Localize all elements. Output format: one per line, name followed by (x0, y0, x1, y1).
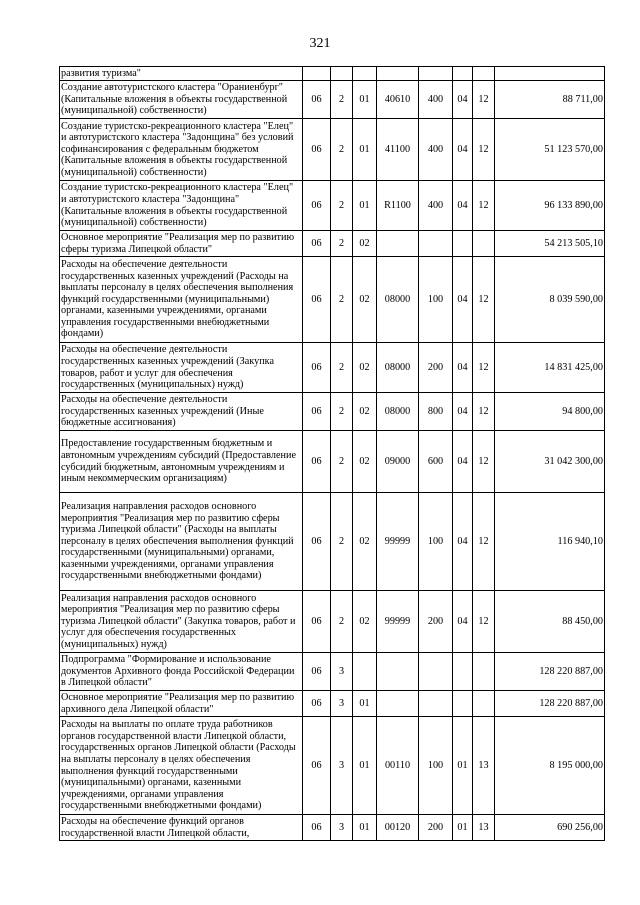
code-direction: 08000 (377, 343, 419, 393)
row-description: Создание автотуристского кластера "Ораниенбург" (Капитальные вложения в объекты государственной (муниципальной) собственности) (60, 81, 303, 119)
row-amount: 8 039 590,00 (495, 257, 605, 343)
code-expense-type: 100 (419, 493, 453, 591)
code-subprogram: 2 (331, 493, 353, 591)
table-row (60, 431, 605, 493)
table-row (60, 257, 605, 343)
code-measure: 02 (353, 431, 377, 493)
row-description: Основное мероприятие "Реализация мер по развитию архивного дела Липецкой области" (60, 691, 303, 717)
code-measure: 02 (353, 493, 377, 591)
table-row (60, 81, 605, 119)
code-expense-type (419, 67, 453, 81)
code-ministry: 06 (303, 181, 331, 231)
row-amount: 128 220 887,00 (495, 653, 605, 691)
code-direction (377, 67, 419, 81)
row-amount: 116 940,10 (495, 493, 605, 591)
row-amount: 8 195 000,00 (495, 717, 605, 815)
row-description: Расходы на обеспечение функций органов государственной власти Липецкой области, (60, 815, 303, 841)
row-description: Подпрограмма "Формирование и использование документов Архивного фонда Российской Федерации в Липецкой области" (60, 653, 303, 691)
code-section (453, 231, 473, 257)
code-direction (377, 653, 419, 691)
code-subprogram: 3 (331, 815, 353, 841)
code-section: 04 (453, 393, 473, 431)
code-ministry: 06 (303, 653, 331, 691)
code-ministry: 06 (303, 691, 331, 717)
code-direction: 08000 (377, 393, 419, 431)
code-section (453, 691, 473, 717)
code-ministry: 06 (303, 119, 331, 181)
code-subsection: 12 (473, 257, 495, 343)
row-description: Реализация направления расходов основного мероприятия "Реализация мер по развитию сферы туризма Липецкой области" (Закупка товаров, работ и услуг для обеспечения государственных (муниципальных) нужд) (60, 591, 303, 653)
code-subprogram: 2 (331, 591, 353, 653)
code-subprogram: 2 (331, 343, 353, 393)
table-row (60, 181, 605, 231)
code-section: 04 (453, 591, 473, 653)
code-subprogram: 2 (331, 81, 353, 119)
code-measure: 01 (353, 815, 377, 841)
code-section (453, 67, 473, 81)
code-expense-type: 200 (419, 815, 453, 841)
code-subprogram: 2 (331, 181, 353, 231)
table-row (60, 493, 605, 591)
code-subprogram: 2 (331, 393, 353, 431)
table-row (60, 119, 605, 181)
code-direction: 41100 (377, 119, 419, 181)
code-direction: R1100 (377, 181, 419, 231)
code-measure: 01 (353, 181, 377, 231)
code-subsection: 12 (473, 493, 495, 591)
row-description: Предоставление государственным бюджетным и автономным учреждениям субсидий (Предоставление субсидий бюджетным, автономным учреждениям и иным некоммерческим организациям) (60, 431, 303, 493)
code-measure: 01 (353, 717, 377, 815)
row-amount: 96 133 890,00 (495, 181, 605, 231)
row-description: Реализация направления расходов основного мероприятия "Реализация мер по развитию сферы туризма Липецкой области" (Расходы на выплаты персоналу в целях обеспечения выполнения функций государственными (муниципальными) органами, казенными учреждениями, органами управления государственными внебюджетными фондами) (60, 493, 303, 591)
code-direction: 08000 (377, 257, 419, 343)
code-section: 04 (453, 431, 473, 493)
code-direction: 09000 (377, 431, 419, 493)
table-row (60, 815, 605, 841)
code-section: 04 (453, 181, 473, 231)
code-subsection: 12 (473, 181, 495, 231)
code-section (453, 653, 473, 691)
code-measure: 02 (353, 591, 377, 653)
table-row (60, 393, 605, 431)
code-subsection: 13 (473, 717, 495, 815)
code-subprogram: 2 (331, 119, 353, 181)
code-section: 04 (453, 81, 473, 119)
code-measure: 01 (353, 81, 377, 119)
row-amount: 94 800,00 (495, 393, 605, 431)
code-expense-type: 400 (419, 119, 453, 181)
code-direction (377, 691, 419, 717)
row-description: Создание туристско-рекреационного кластера "Елец" и автотуристского кластера "Задонщина" без условий софинансирования с федеральным бюджетом (Капитальные вложения в объекты государственной (муниципальной) собственности) (60, 119, 303, 181)
table-row (60, 591, 605, 653)
row-amount: 690 256,00 (495, 815, 605, 841)
table-row (60, 343, 605, 393)
code-ministry: 06 (303, 81, 331, 119)
code-subsection: 12 (473, 81, 495, 119)
page-number: 321 (309, 36, 331, 51)
code-ministry: 06 (303, 591, 331, 653)
code-subprogram: 2 (331, 231, 353, 257)
code-direction: 00110 (377, 717, 419, 815)
row-description: Создание туристско-рекреационного кластера "Елец" и автотуристского кластера "Задонщина" (Капитальные вложения в объекты государственной (муниципальной) собственности) (60, 181, 303, 231)
row-description: Расходы на выплаты по оплате труда работников органов государственной власти Липецкой области, государственных органов Липецкой области (Расходы на выплаты персоналу в целях обеспечения выполнения функций государственными (муниципальными) органами, казенными учреждениями, органами управления государственными внебюджетными фондами) (60, 717, 303, 815)
code-expense-type: 400 (419, 81, 453, 119)
code-direction (377, 231, 419, 257)
row-description: Основное мероприятие "Реализация мер по развитию сферы туризма Липецкой области" (60, 231, 303, 257)
code-measure: 02 (353, 257, 377, 343)
row-description: развития туризма" (60, 67, 303, 81)
code-expense-type: 200 (419, 591, 453, 653)
code-direction: 00120 (377, 815, 419, 841)
code-ministry: 06 (303, 717, 331, 815)
code-direction: 99999 (377, 493, 419, 591)
code-subsection (473, 691, 495, 717)
code-expense-type (419, 691, 453, 717)
row-amount: 51 123 570,00 (495, 119, 605, 181)
row-amount: 54 213 505,10 (495, 231, 605, 257)
code-ministry: 06 (303, 393, 331, 431)
code-section: 04 (453, 119, 473, 181)
row-amount: 88 450,00 (495, 591, 605, 653)
code-section: 01 (453, 717, 473, 815)
code-subprogram: 3 (331, 717, 353, 815)
code-measure: 01 (353, 119, 377, 181)
code-ministry: 06 (303, 343, 331, 393)
code-direction: 99999 (377, 591, 419, 653)
code-expense-type: 100 (419, 257, 453, 343)
row-amount: 88 711,00 (495, 81, 605, 119)
code-measure (353, 653, 377, 691)
code-ministry: 06 (303, 257, 331, 343)
code-measure (353, 67, 377, 81)
code-expense-type: 800 (419, 393, 453, 431)
row-amount: 128 220 887,00 (495, 691, 605, 717)
code-section: 04 (453, 343, 473, 393)
code-measure: 02 (353, 231, 377, 257)
code-ministry: 06 (303, 815, 331, 841)
code-subsection: 13 (473, 815, 495, 841)
code-subsection (473, 67, 495, 81)
table-row (60, 717, 605, 815)
table-row (60, 653, 605, 691)
code-direction: 40610 (377, 81, 419, 119)
code-expense-type (419, 653, 453, 691)
code-expense-type: 100 (419, 717, 453, 815)
code-subprogram: 3 (331, 653, 353, 691)
table-row (60, 691, 605, 717)
code-subsection: 12 (473, 343, 495, 393)
code-ministry (303, 67, 331, 81)
code-subsection: 12 (473, 393, 495, 431)
code-measure: 01 (353, 691, 377, 717)
table-row (60, 67, 605, 81)
code-measure: 02 (353, 393, 377, 431)
row-amount: 14 831 425,00 (495, 343, 605, 393)
row-amount (495, 67, 605, 81)
code-subsection: 12 (473, 119, 495, 181)
code-expense-type (419, 231, 453, 257)
code-subprogram (331, 67, 353, 81)
code-subprogram: 2 (331, 431, 353, 493)
code-section: 04 (453, 257, 473, 343)
code-measure: 02 (353, 343, 377, 393)
code-subsection: 12 (473, 591, 495, 653)
table-row (60, 231, 605, 257)
code-expense-type: 400 (419, 181, 453, 231)
code-subprogram: 3 (331, 691, 353, 717)
code-ministry: 06 (303, 431, 331, 493)
code-subsection: 12 (473, 431, 495, 493)
code-subsection (473, 653, 495, 691)
row-description: Расходы на обеспечение деятельности государственных казенных учреждений (Иные бюджетные ассигнования) (60, 393, 303, 431)
code-expense-type: 600 (419, 431, 453, 493)
code-section: 01 (453, 815, 473, 841)
row-amount: 31 042 300,00 (495, 431, 605, 493)
code-subprogram: 2 (331, 257, 353, 343)
code-subsection (473, 231, 495, 257)
code-section: 04 (453, 493, 473, 591)
code-ministry: 06 (303, 231, 331, 257)
row-description: Расходы на обеспечение деятельности государственных казенных учреждений (Закупка товаров, работ и услуг для обеспечения государственных (муниципальных) нужд) (60, 343, 303, 393)
row-description: Расходы на обеспечение деятельности государственных казенных учреждений (Расходы на выплаты персоналу в целях обеспечения выполнения функций государственными (муниципальными) органами, казенными учреждениями, органами управления государственными внебюджетными фондами) (60, 257, 303, 343)
budget-table (59, 66, 605, 841)
code-expense-type: 200 (419, 343, 453, 393)
code-ministry: 06 (303, 493, 331, 591)
